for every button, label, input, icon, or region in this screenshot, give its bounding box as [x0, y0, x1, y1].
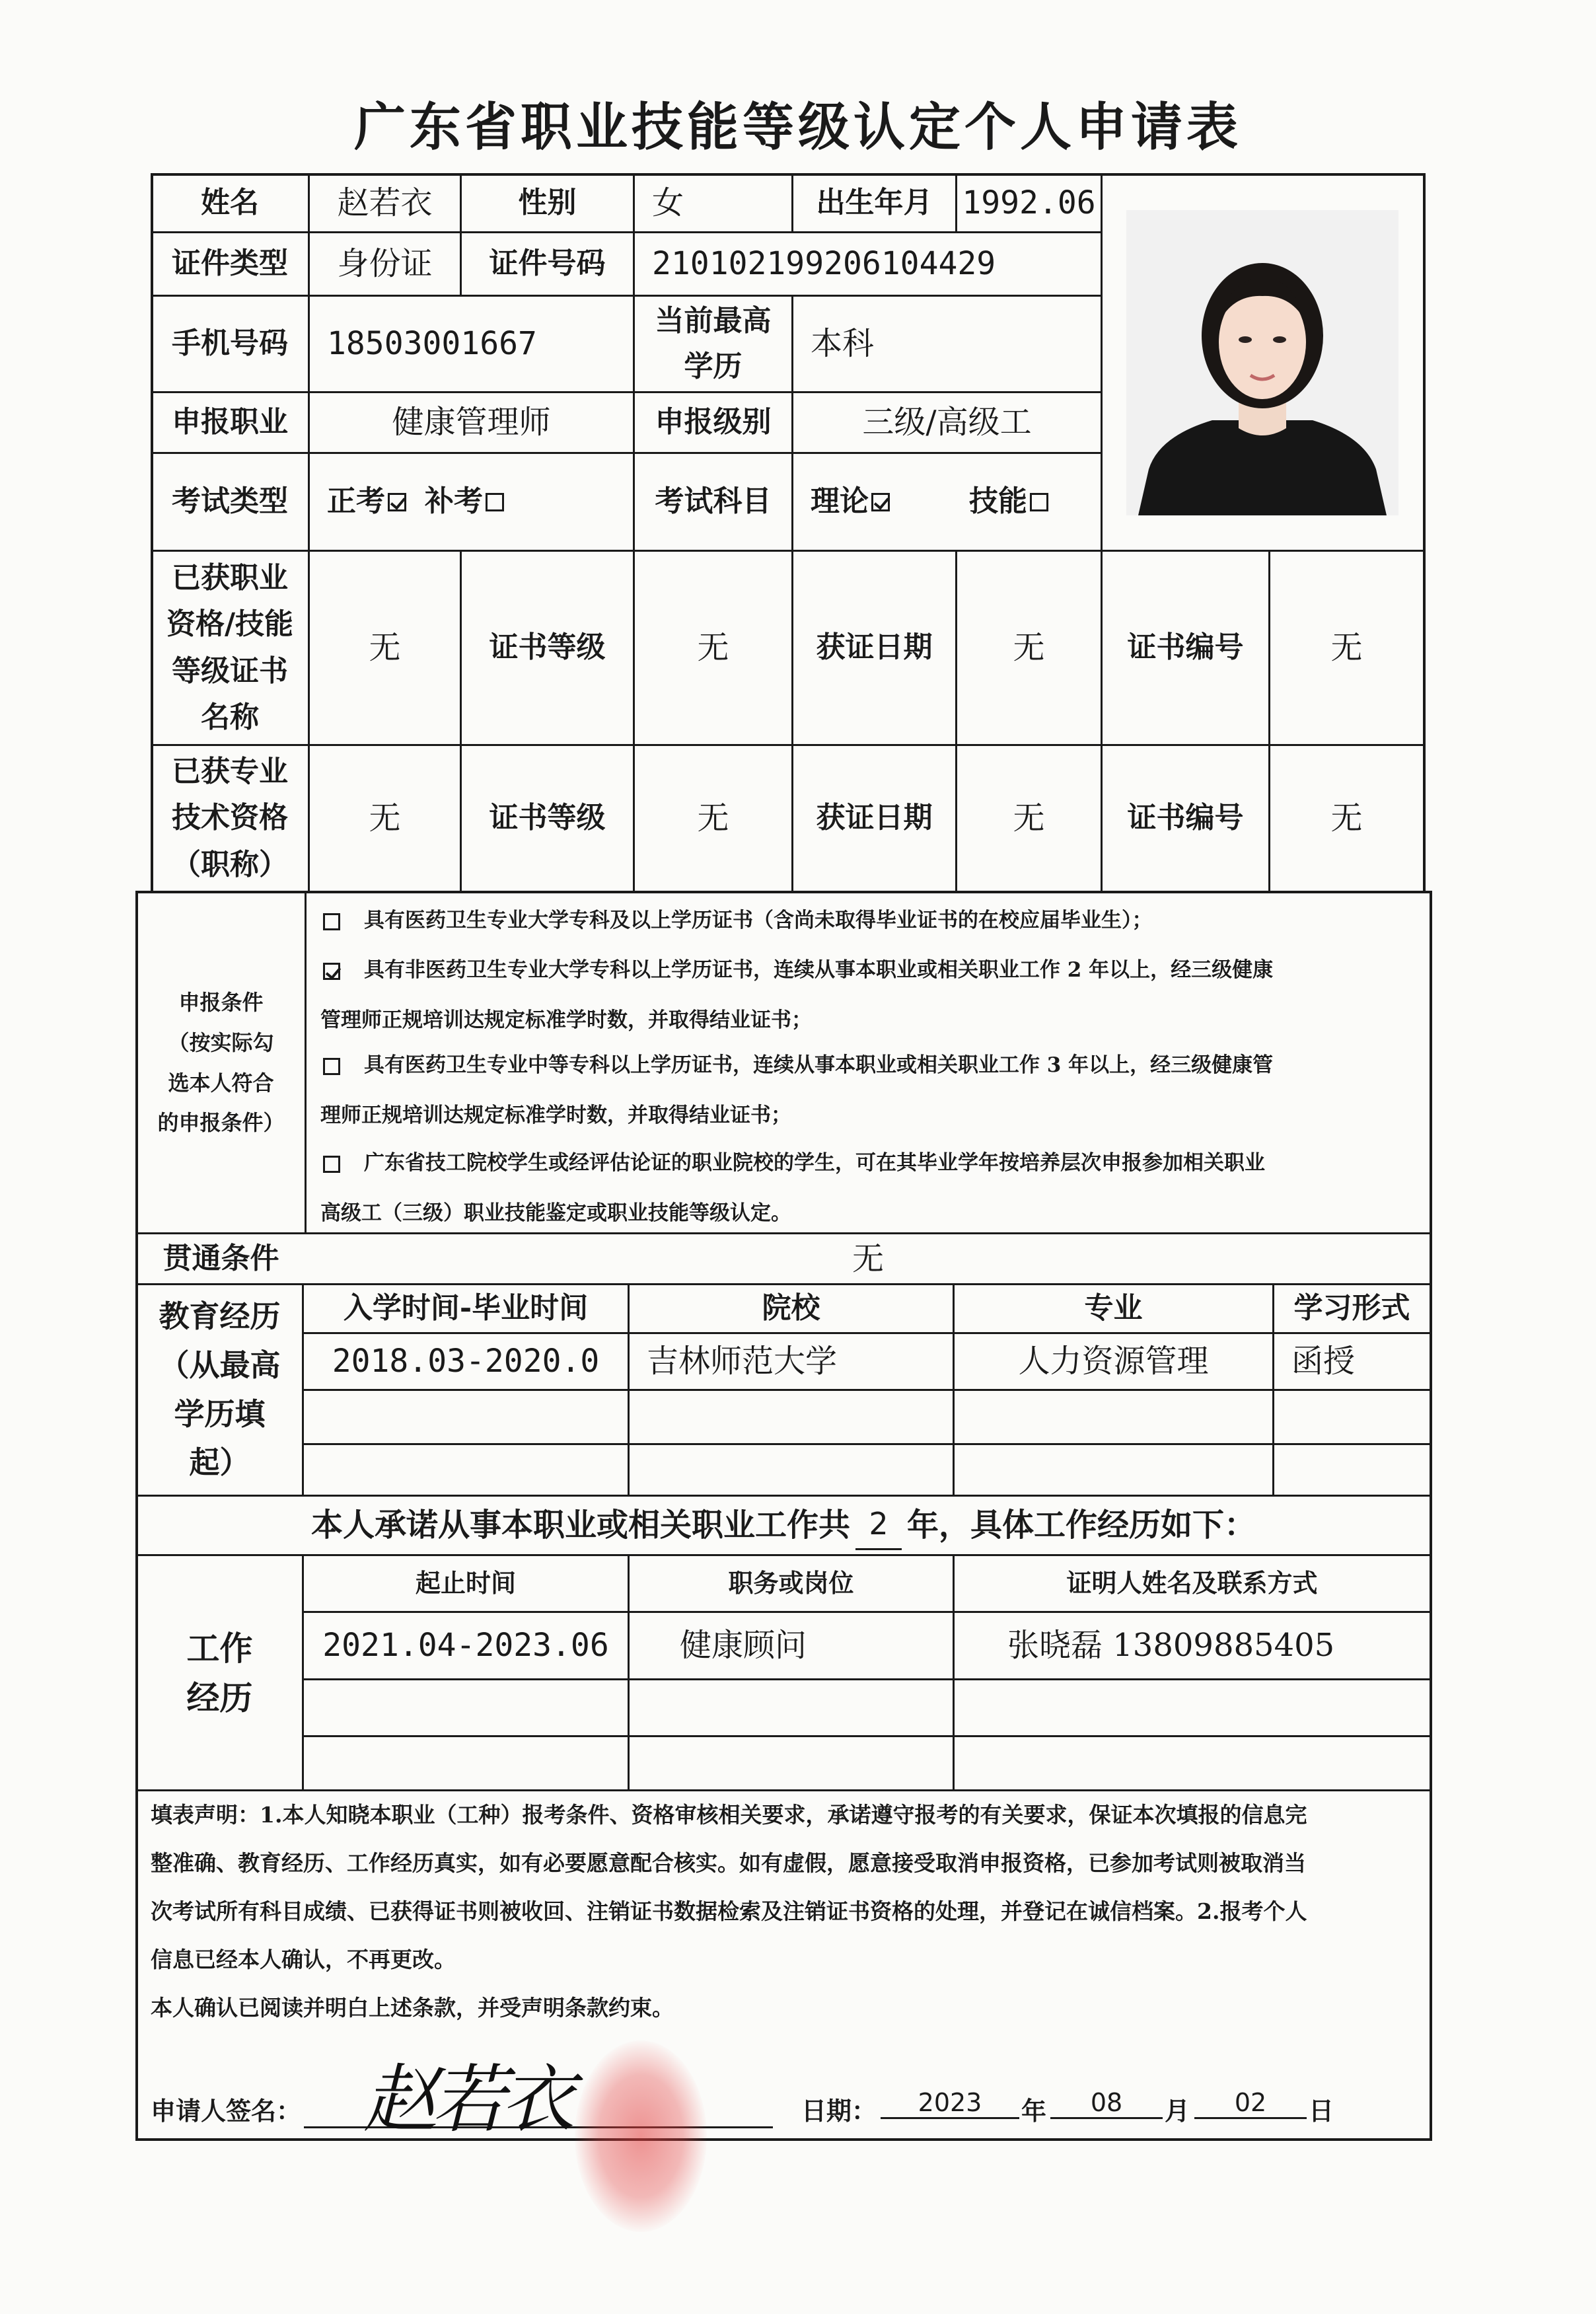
date-month-unit: 月: [1165, 2096, 1190, 2126]
exam-type-options: [310, 454, 633, 550]
subject-theory-checkbox[interactable]: [871, 493, 890, 511]
education-row3-period[interactable]: [304, 1445, 628, 1495]
signature-field[interactable]: [304, 2057, 773, 2143]
professional-title-label-line1: 已获专业: [172, 754, 288, 788]
work-row3-reference[interactable]: [955, 1737, 1430, 1789]
education-label-line3: 学历填: [174, 1396, 266, 1432]
education-row3-school[interactable]: [630, 1445, 953, 1495]
level-value[interactable]: 三级/高级工: [862, 404, 1032, 441]
condition-item-2: [320, 945, 1417, 1045]
condition-item-1: [320, 895, 1417, 946]
name-value[interactable]: 赵若衣: [337, 184, 433, 221]
condition-1-checkbox[interactable]: [323, 913, 340, 930]
date-year-unit: 年: [1021, 2096, 1047, 2126]
education-label: [137, 1285, 302, 1495]
education-row1-school[interactable]: 吉林师范大学: [647, 1343, 838, 1380]
professional-title-name[interactable]: 无: [369, 800, 401, 837]
professional-title-grade[interactable]: 无: [697, 800, 729, 837]
declaration-line-2: 整准确、教育经历、工作经历真实，如有必要愿意配合核实。如有虚假，愿意接受取消申报资格，已参加考试则被取消当: [151, 1850, 1306, 1876]
education-row1-period[interactable]: 2018.03-2020.0: [332, 1343, 600, 1380]
professional-title-label: [152, 746, 308, 891]
subject-theory: 理论: [811, 484, 869, 519]
vocational-cert-number[interactable]: 无: [1330, 629, 1363, 667]
name-label: 姓名: [201, 185, 259, 219]
exam-type-label: 考试类型: [172, 484, 288, 519]
declaration-line-1: 填表声明：1.本人知晓本职业（工种）报考条件、资格审核相关要求，承诺遵守报考的有关要求，保证本次填报的信息完: [151, 1802, 1307, 1828]
declaration-line-3: 次考试所有科目成绩、已获得证书则被收回、注销证书数据检索及注销证书资格的处理，并登记在诚信档案。2.报考个人: [151, 1898, 1307, 1924]
education-level-label-line1: 当前最高: [655, 304, 772, 338]
education-row2-school[interactable]: [630, 1391, 953, 1443]
through-condition-label: 贯通条件: [163, 1241, 279, 1275]
conditions-label-line4: 的申报条件）: [157, 1110, 285, 1136]
id-type-label: 证件类型: [172, 246, 288, 281]
conditions-label-line3: 选本人符合: [168, 1070, 274, 1096]
work-promise-prefix: 本人承诺从事本职业或相关职业工作共: [310, 1507, 850, 1544]
condition-1-text-line1: 具有医药卫生专业大学专科及以上学历证书（含尚未取得毕业证书的在校应届毕业生）；: [364, 909, 1153, 932]
professional-title-number[interactable]: 无: [1330, 800, 1363, 837]
through-condition-value[interactable]: 无: [852, 1240, 884, 1277]
conditions-label-line1: 申报条件: [178, 989, 264, 1015]
education-header-period: 入学时间-毕业时间: [343, 1291, 589, 1325]
condition-item-4: [320, 1138, 1417, 1238]
education-row2-major[interactable]: [955, 1391, 1272, 1443]
form-title: 广东省职业技能等级认定个人申请表: [353, 97, 1242, 157]
education-label-line1: 教育经历: [159, 1298, 281, 1335]
declaration-line-5: 本人确认已阅读并明白上述条款，并受声明条款约束。: [151, 1995, 674, 2021]
vocational-cert-name[interactable]: 无: [369, 629, 401, 667]
education-level-label: [635, 297, 791, 391]
vocational-cert-label: [152, 552, 308, 744]
work-promise-years[interactable]: 2: [855, 1501, 902, 1549]
occupation-value[interactable]: 健康管理师: [392, 404, 551, 441]
exam-type-makeup-checkbox[interactable]: [486, 493, 504, 511]
vocational-cert-date[interactable]: 无: [1013, 629, 1045, 667]
work-promise: [137, 1497, 1430, 1554]
signature-label: 申请人签名：: [151, 2096, 302, 2126]
work-header-period: 起止时间: [415, 1568, 516, 1598]
work-label: [137, 1556, 302, 1789]
vocational-cert-grade-label: 证书等级: [489, 630, 606, 665]
birth-label: 出生年月: [816, 185, 933, 219]
education-row2-period[interactable]: [304, 1391, 628, 1443]
work-label-line1: 工作: [186, 1628, 253, 1668]
gender-value[interactable]: 女: [652, 184, 684, 221]
professional-title-date[interactable]: 无: [1013, 800, 1045, 837]
declaration-line-4: 信息已经本人确认，不再更改。: [151, 1947, 456, 1972]
condition-2-text-line2: 管理师正规培训达规定标准学时数，并取得结业证书；: [320, 1008, 812, 1032]
work-header-position: 职务或岗位: [728, 1568, 854, 1598]
condition-2-text-line1: 具有非医药卫生专业大学专科以上学历证书，连续从事本职业或相关职业工作 2 年以上，经三级健康: [364, 958, 1274, 982]
subject-skill-checkbox[interactable]: [1030, 493, 1048, 511]
work-row3-period[interactable]: [304, 1737, 628, 1789]
subject-label: 考试科目: [655, 484, 772, 519]
education-row1-major[interactable]: 人力资源管理: [1018, 1343, 1209, 1380]
applicant-portrait-image: [1126, 210, 1398, 515]
subject-options: [793, 454, 1101, 550]
date-year[interactable]: 2023: [881, 2088, 1019, 2119]
education-row3-major[interactable]: [955, 1445, 1272, 1495]
professional-title-number-label: 证书编号: [1127, 801, 1244, 835]
professional-title-label-line2: 技术资格: [172, 801, 288, 835]
conditions-label: [137, 893, 305, 1232]
work-row1-reference[interactable]: 张晓磊 13809885405: [1007, 1627, 1335, 1664]
declaration-text: [151, 1791, 1419, 2032]
date-day-unit: 日: [1309, 2096, 1334, 2126]
condition-3-checkbox[interactable]: [323, 1058, 340, 1075]
education-label-line2: （从最高: [159, 1347, 281, 1383]
education-row1-mode[interactable]: 函授: [1291, 1343, 1356, 1380]
professional-title-date-label: 获证日期: [816, 801, 933, 835]
date-label: 日期：: [801, 2096, 877, 2126]
occupation-label: 申报职业: [172, 405, 288, 439]
work-row2-reference[interactable]: [955, 1680, 1430, 1735]
exam-type-regular-checkbox[interactable]: [388, 493, 406, 511]
gender-label: 性别: [518, 185, 577, 219]
signature-row: [151, 2057, 1419, 2143]
work-row2-period[interactable]: [304, 1680, 628, 1735]
education-level-label-line2: 学历: [684, 349, 743, 383]
work-header-reference: 证明人姓名及联系方式: [1066, 1568, 1318, 1598]
condition-3-text-line2: 理师正规培训达规定标准学时数，并取得结业证书；: [320, 1103, 791, 1127]
vocational-cert-date-label: 获证日期: [816, 630, 933, 665]
conditions-label-line2: （按实际勾: [168, 1029, 274, 1055]
work-label-line2: 经历: [186, 1678, 253, 1717]
date-month[interactable]: 08: [1050, 2088, 1163, 2119]
exam-type-makeup: 补考: [425, 484, 483, 519]
applicant-signature: 赵若衣: [363, 2057, 569, 2143]
education-header-school: 院校: [762, 1291, 820, 1325]
phone-label: 手机号码: [172, 326, 288, 361]
education-header-mode: 学习形式: [1293, 1291, 1410, 1325]
id-number-value[interactable]: 210102199206104429: [652, 245, 996, 283]
education-row2-mode[interactable]: [1274, 1391, 1430, 1443]
level-label: 申报级别: [655, 405, 772, 439]
vocational-cert-label-line4: 名称: [201, 700, 259, 734]
education-label-line4: 起）: [189, 1444, 250, 1481]
applicant-photo: [1126, 210, 1398, 515]
work-row2-position[interactable]: [630, 1680, 953, 1735]
birth-value[interactable]: 1992.06: [962, 184, 1096, 221]
work-row3-position[interactable]: [630, 1737, 953, 1789]
date-day[interactable]: 02: [1194, 2088, 1307, 2119]
vocational-cert-label-line3: 等级证书: [172, 653, 288, 688]
vocational-cert-number-label: 证书编号: [1127, 630, 1244, 665]
condition-item-3: [320, 1040, 1417, 1140]
vocational-cert-label-line2: 资格/技能: [166, 607, 294, 642]
id-type-value[interactable]: 身份证: [337, 245, 433, 283]
id-number-label: 证件号码: [489, 246, 606, 281]
phone-value[interactable]: 18503001667: [327, 325, 537, 363]
fingerprint-mark: [575, 2040, 707, 2232]
professional-title-grade-label: 证书等级: [489, 801, 606, 835]
professional-title-label-line3: （职称）: [172, 847, 288, 881]
work-promise-suffix: 年，具体工作经历如下：: [907, 1507, 1256, 1544]
condition-4-checkbox[interactable]: [323, 1156, 340, 1173]
education-level-value[interactable]: 本科: [811, 325, 875, 363]
exam-type-regular: 正考: [327, 484, 385, 519]
vocational-cert-grade[interactable]: 无: [697, 629, 729, 667]
subject-skill: 技能: [969, 484, 1027, 519]
education-header-major: 专业: [1084, 1291, 1143, 1325]
work-row1-position[interactable]: 健康顾问: [680, 1627, 807, 1664]
vocational-cert-label-line1: 已获职业: [172, 560, 288, 595]
condition-3-text-line1: 具有医药卫生专业中等专科以上学历证书，连续从事本职业或相关职业工作 3 年以上，经三级健康管: [364, 1053, 1274, 1077]
condition-4-text-line2: 高级工（三级）职业技能鉴定或职业技能等级认定。: [320, 1201, 791, 1225]
education-row3-mode[interactable]: [1274, 1445, 1430, 1495]
condition-4-text-line1: 广东省技工院校学生或经评估论证的职业院校的学生，可在其毕业学年按培养层次申报参加相关职业: [364, 1151, 1265, 1175]
work-row1-period[interactable]: 2021.04-2023.06: [322, 1627, 609, 1664]
condition-2-checkbox[interactable]: [323, 963, 340, 980]
